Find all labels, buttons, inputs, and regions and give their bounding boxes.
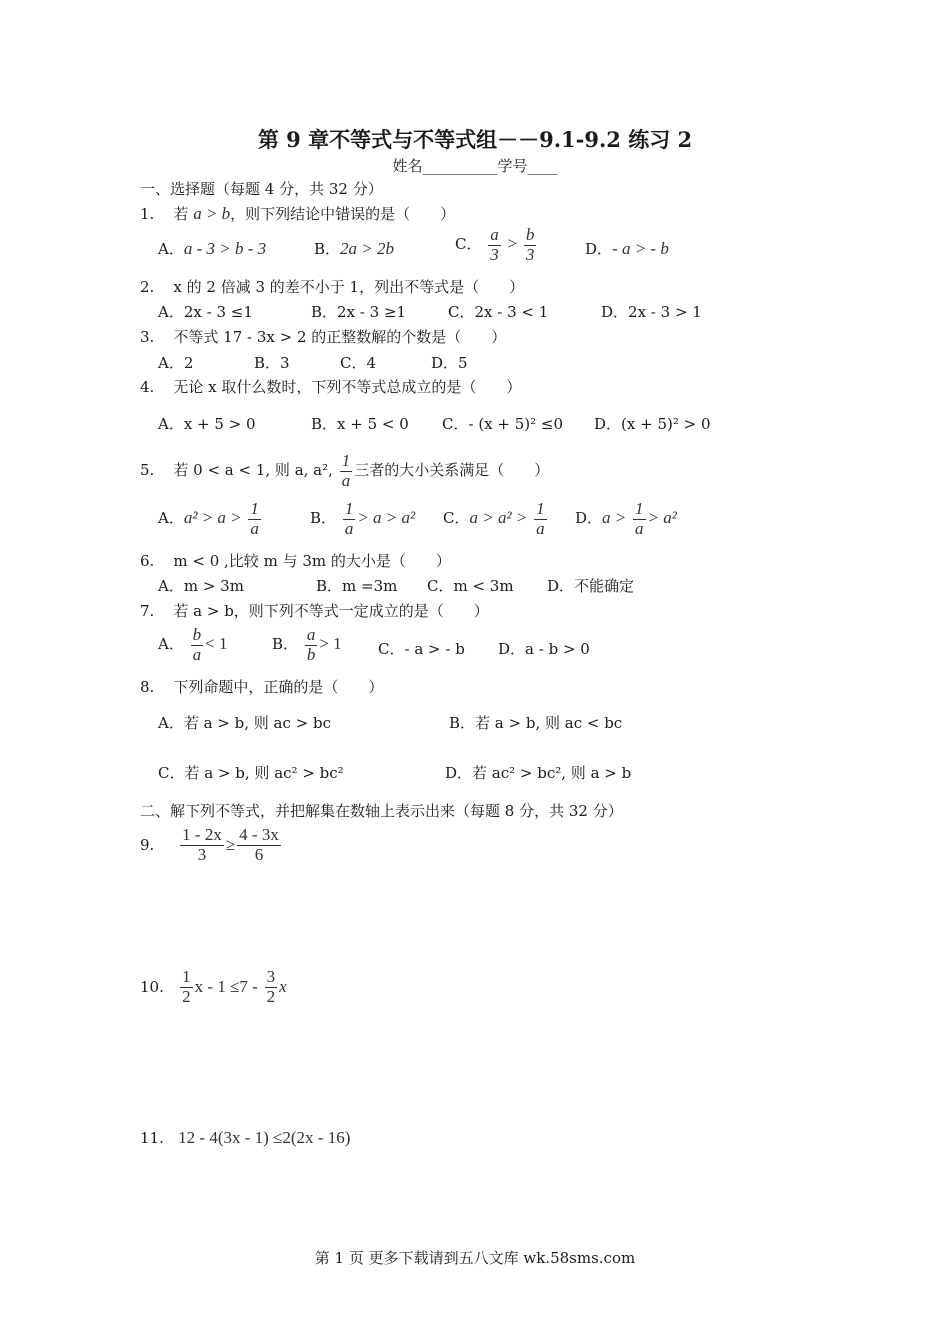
q1-option-b: [314, 238, 394, 259]
question-number: 1.: [140, 205, 155, 223]
q5-option-c: [443, 500, 549, 538]
q3-option-b: B．3: [254, 354, 290, 372]
q8-option-b: B．若 a > b, 则 ac < bc: [449, 714, 623, 732]
option-expr: a² > a >: [183, 508, 242, 528]
q7-option-c: C．- a > - b: [378, 640, 465, 658]
option-label: C．: [455, 235, 482, 254]
q8-option-a: A．若 a > b, 则 ac > bc: [158, 714, 332, 732]
option-expr: > a²: [647, 508, 677, 528]
question-8: [140, 676, 383, 697]
q2-option-a: A．2x - 3 ≤1: [158, 303, 253, 321]
q3-option-d: D．5: [431, 354, 468, 372]
question-number: 10.: [140, 978, 164, 997]
question-text: 若 a > b，则下列不等式一定成立的是（ ）: [173, 602, 489, 620]
q6-option-a: A．m > 3m: [158, 577, 244, 595]
fraction: $\frac{1}{a}$: [344, 499, 354, 538]
q1-option-a: [158, 238, 266, 259]
option-label: C．: [443, 509, 470, 528]
operator: ≥: [225, 835, 236, 855]
question-1: [140, 203, 455, 224]
question-text: 不等式 17 - 3x > 2 的正整数解的个数是（ ）: [173, 328, 507, 346]
q4-option-d: D．(x + 5)² > 0: [594, 415, 711, 433]
question-number: 5.: [140, 461, 155, 480]
math-expr: x: [279, 977, 287, 997]
q8-option-c: C．若 a > b, 则 ac² > bc²: [158, 764, 344, 782]
option-label: A．: [158, 509, 184, 528]
option-expr: < 1: [205, 634, 228, 654]
fraction: $\frac{1}{a}$: [635, 499, 644, 538]
q4-option-a: A．x + 5 > 0: [158, 415, 256, 433]
fraction: $\frac{1}{2}$: [182, 967, 191, 1006]
page-footer: 第 1 页 更多下载请到五八文库 wk.58sms.com: [314, 1249, 636, 1267]
question-text: 若: [173, 205, 189, 223]
question-9: [140, 826, 283, 864]
question-text: m < 0 ,比较 m 与 3m 的大小是（ ）: [173, 552, 451, 570]
option-label: D．: [585, 240, 613, 258]
q4-option-b: B．x + 5 < 0: [311, 415, 409, 433]
fraction: $\frac{4 - 3x}{6}$: [239, 825, 279, 864]
q7-option-d: D．a - b > 0: [498, 640, 590, 658]
math-expr: a > b: [193, 204, 231, 223]
option-expr: - a > - b: [612, 239, 669, 258]
fraction: $\frac{3}{2}$: [266, 967, 276, 1006]
fraction: $\frac{a}{3}$: [490, 225, 499, 264]
q6-option-d: D．不能确定: [547, 577, 635, 595]
question-3: [140, 326, 506, 347]
question-number: 2.: [140, 278, 155, 296]
question-number: 6.: [140, 552, 155, 570]
option-expr: 2a > 2b: [340, 239, 395, 258]
q4-option-c: C．- (x + 5)² ≤0: [442, 415, 564, 433]
math-expr: 12 - 4(3x - 1) ≤2(2x - 16): [178, 1128, 351, 1147]
option-label: B．: [310, 509, 337, 528]
q3-option-a: A．2: [158, 354, 194, 372]
fraction: $\frac{1}{a}$: [250, 499, 259, 538]
option-label: B．: [272, 635, 299, 654]
math-expr: x - 1 ≤7 -: [194, 977, 258, 997]
fraction: $\frac{1}{a}$: [536, 499, 545, 538]
question-number: 4.: [140, 378, 155, 396]
option-expr: > 1: [319, 634, 342, 654]
question-number: 7.: [140, 602, 155, 620]
question-number: 3.: [140, 328, 155, 346]
option-label: A．: [158, 635, 184, 654]
section-1-heading: 一、选择题（每题 4 分，共 32 分）: [140, 180, 383, 198]
fraction: $\frac{a}{b}$: [306, 625, 316, 664]
option-expr: a > a² >: [469, 508, 528, 528]
q5-option-b: [310, 500, 415, 538]
option-expr: a >: [602, 508, 627, 528]
q6-option-b: B．m =3m: [316, 577, 398, 595]
fraction: $\frac{1}{a}$: [341, 451, 351, 490]
question-text: x 的 2 倍减 3 的差不小于 1，列出不等式是（ ）: [173, 278, 525, 296]
question-2: [140, 276, 524, 297]
fraction: $\frac{b}{a}$: [192, 625, 202, 664]
question-number: 8.: [140, 678, 155, 696]
q7-option-a: [158, 626, 227, 664]
q5-option-d: [575, 500, 677, 538]
operator: >: [507, 234, 518, 254]
question-text: 若 0 < a < 1, 则 a, a²,: [173, 461, 338, 480]
option-expr: a - 3 > b - 3: [183, 239, 267, 258]
question-11: [140, 1128, 350, 1148]
q1-option-d: [585, 238, 669, 259]
question-number: 11.: [140, 1129, 164, 1147]
q6-option-c: C．m < 3m: [427, 577, 514, 595]
option-label: A．: [158, 240, 184, 258]
fraction: $\frac{1 - 2x}{3}$: [182, 825, 222, 864]
question-number: 9.: [140, 836, 155, 855]
q5-option-a: [158, 500, 263, 538]
question-7: [140, 600, 489, 621]
question-text: 无论 x 取什么数时，下列不等式总成立的是（ ）: [173, 378, 522, 396]
q3-option-c: C．4: [340, 354, 377, 372]
question-6: [140, 550, 451, 571]
q8-option-d: D．若 ac² > bc², 则 a > b: [445, 764, 632, 782]
question-10: [140, 968, 287, 1006]
question-text: 三者的大小关系满足（ ）: [354, 461, 550, 480]
page-title: 第 9 章不等式与不等式组－－9.1-9.2 练习 2: [257, 127, 693, 152]
q2-option-d: D．2x - 3 > 1: [601, 303, 702, 321]
question-text: ，则下列结论中错误的是（ ）: [230, 205, 456, 223]
q1-option-c: [455, 226, 538, 264]
question-text: 下列命题中，正确的是（ ）: [173, 678, 384, 696]
q2-option-b: B．2x - 3 ≥1: [311, 303, 407, 321]
question-4: [140, 376, 521, 397]
option-label: B．: [314, 240, 341, 258]
q7-option-b: [272, 626, 342, 664]
option-label: D．: [575, 509, 603, 528]
fraction: $\frac{b}{3}$: [525, 225, 535, 264]
section-2-heading: 二、解下列不等式，并把解集在数轴上表示出来（每题 8 分，共 32 分）: [140, 802, 623, 820]
question-5: [140, 452, 549, 490]
name-number-line: 姓名__________学号____: [392, 157, 558, 175]
q2-option-c: C．2x - 3 < 1: [448, 303, 549, 321]
option-expr: > a > a²: [357, 508, 416, 528]
